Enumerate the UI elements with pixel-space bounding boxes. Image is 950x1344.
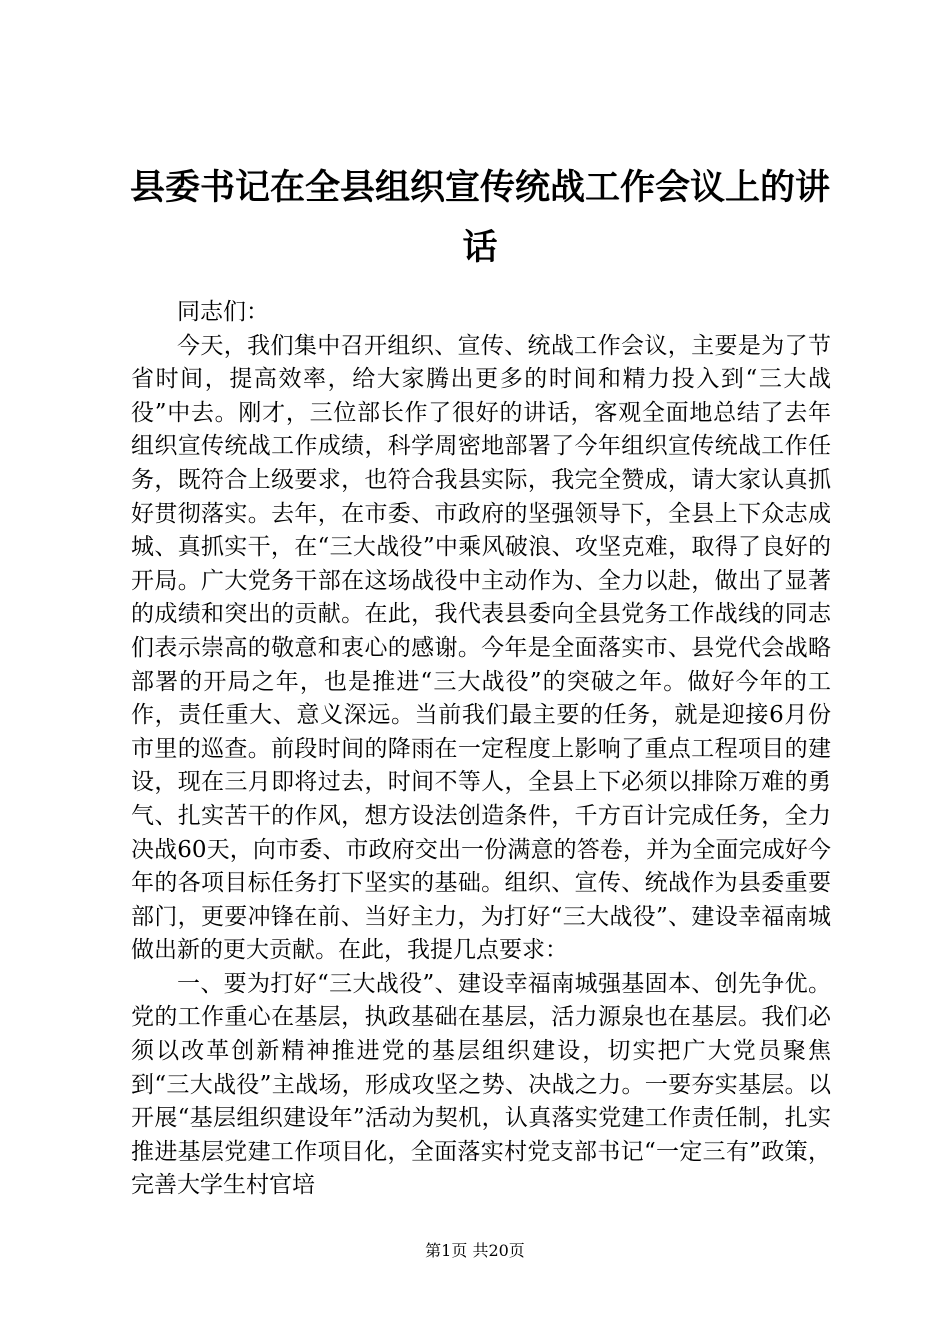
body-paragraph: 今天，我们集中召开组织、宣传、统战工作会议，主要是为了节省时间，提高效率，给大家腾出更多的时间和精力投入到“三大战役”中去。刚才，三位部长作了很好的讲话，客观全面地总结了去年组织宣传统战工作成绩，科学周密地部署了今年组织宣传统战工作任务，既符合上级要求，也符合我县实际，我完全赞成，请大家认真抓好贯彻落实。去年，在市委、市政府的坚强领导下，全县上下众志成城、真抓实干，在“三大战役”中乘风破浪、攻坚克难，取得了良好的开局。广大党务干部在这场战役中主动作为、全力以赴，做出了显著的成绩和突出的贡献。在此，我代表县委向全县党务工作战线的同志们表示崇高的敬意和衷心的感谢。今年是全面落实市、县党代会战略部署的开局之年，也是推进“三大战役”的突破之年。做好今年的工作，责任重大、意义深远。当前我们最主要的任务，就是迎接6月份市里的巡查。前段时间的降雨在一定程度上影响了重点工程项目的建设，现在三月即将过去，时间不等人，全县上下必须以排除万难的勇气、扎实苦干的作风，想方设法创造条件，千方百计完成任务，全力决战60天，向市委、市政府交出一份满意的答卷，并为全面完成好今年的各项目标任务打下坚实的基础。组织、宣传、统战作为县委重要部门，更要冲锋在前、当好主力，为打好“三大战役”、建设幸福南城做出新的更大贡献。在此，我提几点要求： (131, 332, 831, 964)
page-number-footer: 第1页 共20页 (425, 1241, 525, 1260)
document-title: 县委书记在全县组织宣传统战工作会议上的讲话 (129, 167, 830, 268)
body-paragraph: 一、要为打好“三大战役”、建设幸福南城强基固本、创先争优。党的工作重心在基层，执政基础在基层，活力源泉也在基层。我们必须以改革创新精神推进党的基层组织建设，切实把广大党员聚焦到“三大战役”主战场，形成攻坚之势、决战之力。一要夯实基层。以开展“基层组织建设年”活动为契机，认真落实党建工作责任制，扎实推进基层党建工作项目化，全面落实村党支部书记“一定三有”政策，完善大学生村官培 (131, 970, 831, 1199)
document-body (131, 296, 831, 1203)
salutation: 同志们： (177, 299, 269, 325)
